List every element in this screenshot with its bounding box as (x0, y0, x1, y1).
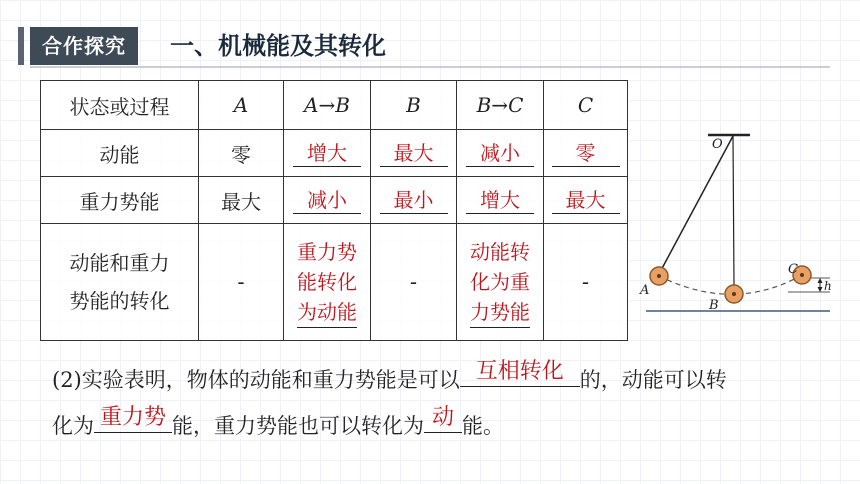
answer-potential-B: 最小 (380, 187, 448, 214)
cell-conversion-A: - (199, 224, 284, 341)
header-accent-bar (18, 27, 24, 65)
blank-1 (460, 360, 580, 387)
answer-kinetic-B: 最大 (380, 140, 448, 167)
blank-3 (424, 406, 462, 433)
pendulum-diagram (638, 128, 838, 328)
row-label-potential: 重力势能 (41, 177, 199, 224)
row-label-conversion-line1: 动能和重力 (69, 251, 170, 275)
answer-potential-AB: 减小 (293, 187, 361, 214)
paragraph-text-5: 能。 (462, 414, 504, 438)
answer-kinetic-AB: 增大 (293, 140, 361, 167)
table-row-potential (41, 177, 628, 224)
label-O: O (712, 137, 723, 152)
header-cell-state: 状态或过程 (41, 81, 199, 130)
row-label-conversion-line2: 势能的转化 (69, 289, 170, 313)
answer-kinetic-BC: 减小 (466, 140, 534, 167)
table-header-row (41, 81, 628, 130)
answer-conversion-BC: 动能转 化为重 力势能 (470, 237, 530, 328)
label-A: A (640, 283, 650, 298)
table-row-kinetic (41, 130, 628, 177)
paragraph-text-1: 实验表明，物体的动能和重力势能是可以 (81, 368, 460, 392)
item-number: (2) (52, 368, 82, 392)
conclusion-paragraph (52, 357, 832, 449)
header-cell-A-to-B: A→B (284, 81, 371, 130)
energy-table (40, 80, 628, 341)
cell-conversion-B: - (371, 224, 457, 341)
blank-2 (94, 406, 172, 433)
label-C: C (788, 262, 798, 277)
section-tag: 合作探究 (30, 27, 138, 65)
string-vertical (733, 136, 734, 285)
paragraph-text-2: 的，动能可以转 (579, 368, 727, 392)
label-B: B (709, 298, 719, 313)
answer-2: 重力势 (99, 405, 166, 430)
header-divider (30, 66, 830, 68)
cell-kinetic-A: 零 (199, 130, 284, 177)
paragraph-text-4: 能，重力势能也可以转化为 (172, 414, 424, 438)
cell-conversion-C: - (544, 224, 628, 341)
answer-potential-C: 最大 (552, 187, 620, 214)
label-h: h (824, 279, 832, 293)
header-cell-A: A (199, 81, 284, 130)
header-cell-B-to-C: B→C (457, 81, 544, 130)
answer-conversion-AB: 重力势 能转化 为动能 (297, 237, 357, 328)
paragraph-text-3: 化为 (52, 414, 94, 438)
table-row-conversion (41, 224, 628, 341)
header-cell-B: B (371, 81, 457, 130)
answer-1: 互相转化 (475, 359, 564, 384)
row-label-kinetic: 动能 (41, 130, 199, 177)
row-label-conversion (41, 224, 199, 341)
header-cell-C: C (544, 81, 628, 130)
answer-potential-BC: 增大 (466, 187, 534, 214)
cell-potential-A: 最大 (199, 177, 284, 224)
answer-kinetic-C: 零 (552, 140, 620, 167)
page-title: 一、机械能及其转化 (170, 32, 386, 60)
string-to-A (659, 136, 733, 274)
answer-3: 动 (431, 405, 454, 430)
